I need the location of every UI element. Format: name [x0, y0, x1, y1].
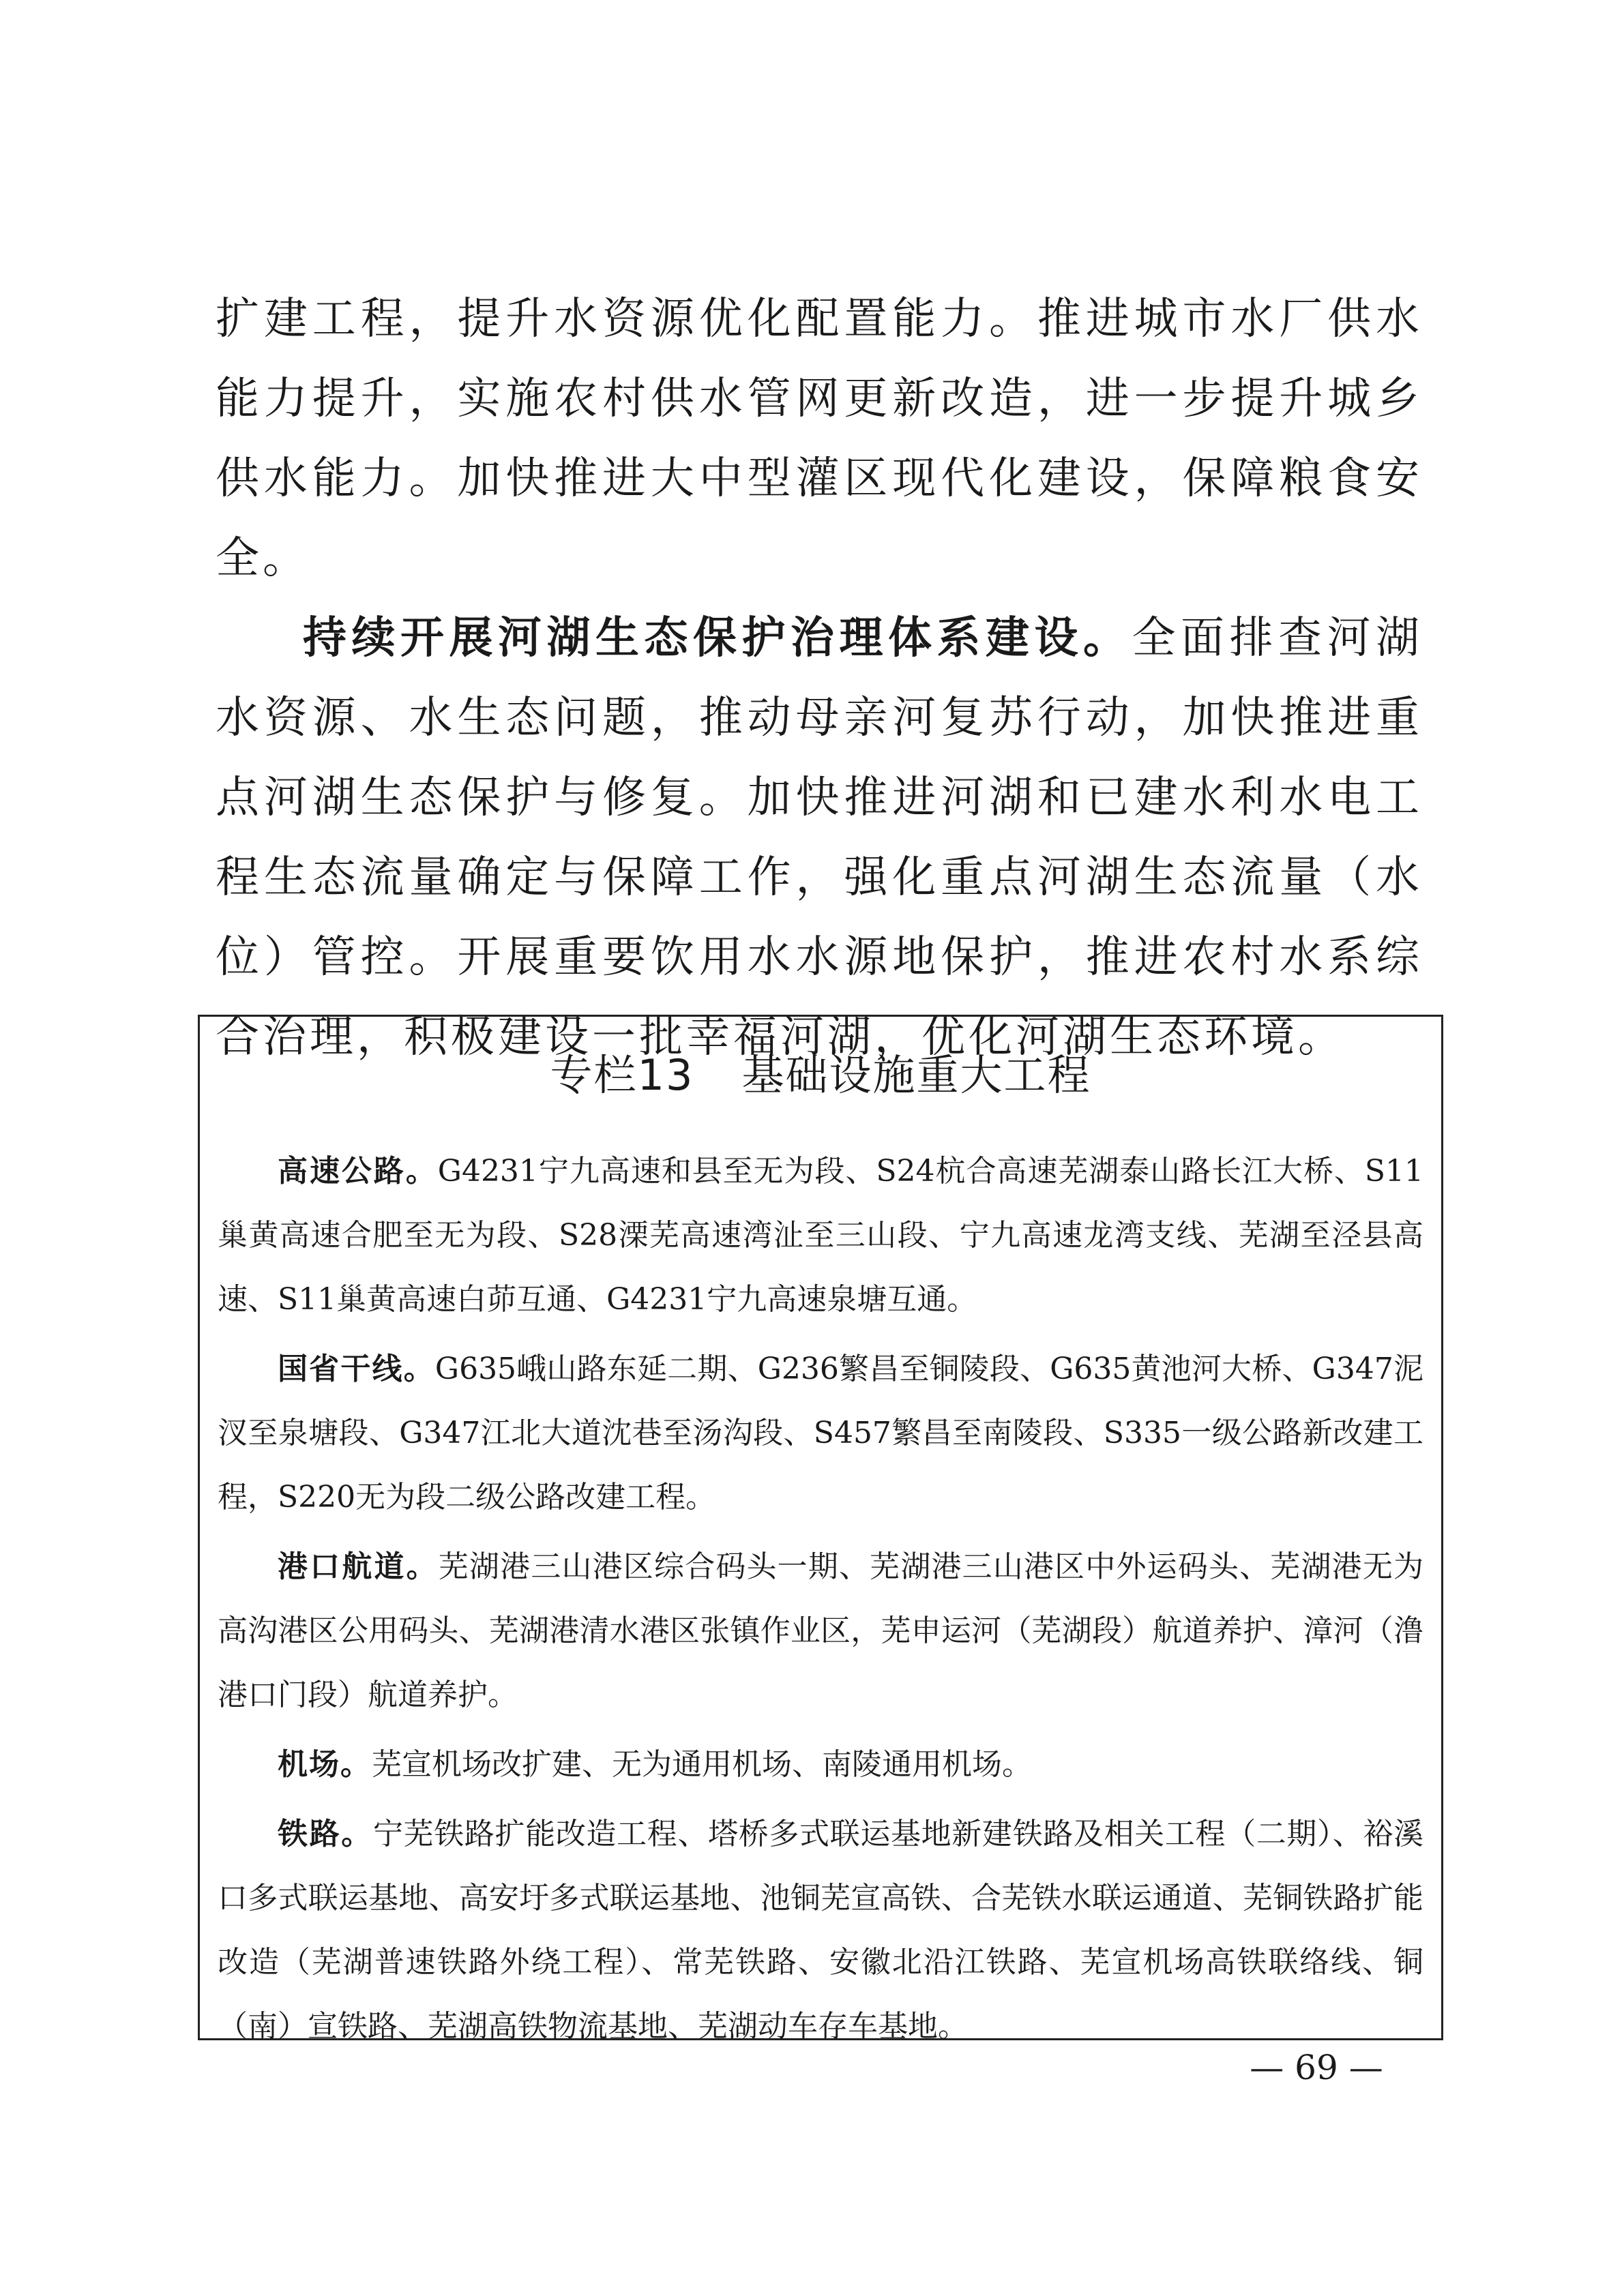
item-label: 铁路。 — [278, 1817, 373, 1851]
item-text: 芜宣机场改扩建、无为通用机场、南陵通用机场。 — [372, 1747, 1032, 1782]
item-airports — [218, 1733, 1423, 1797]
item-text: G635峨山路东延二期、G236繁昌至铜陵段、G635黄池河大桥、G347泥汊至泉塘段、G347江北大道沈巷至汤沟段、S457繁昌至南陵段、S335一级公路新改建工程，S220无为段二级公路改建工程。 — [218, 1352, 1424, 1515]
paragraph-body: 全面排查河湖水资源、水生态问题，推动母亲河复苏行动，加快推进重点河湖生态保护与修复。加快推进河湖和已建水利水电工程生态流量确定与保障工作，强化重点河湖生态流量（水位）管控。开展重要饮用水水源地保护，推进农村水系综合治理，积极建设一批幸福河湖，优化河湖生态环境。 — [216, 613, 1423, 1062]
column-box-body — [218, 1139, 1423, 2064]
item-text: G4231宁九高速和县至无为段、S24杭合高速芜湖泰山路长江大桥、S11巢黄高速合肥至无为段、S28溧芜高速湾沚至三山段、宁九高速龙湾支线、芜湖至泾县高速、S11巢黄高速白茆互通、G4231宁九高速泉塘互通。 — [218, 1154, 1424, 1317]
column-number: 专栏13 — [550, 1050, 694, 1100]
paragraph-water-supply: 扩建工程，提升水资源优化配置能力。推进城市水厂供水能力提升，实施农村供水管网更新改造，进一步提升城乡供水能力。加快推进大中型灌区现代化建设，保障粮食安全。 — [216, 294, 1423, 584]
item-label: 机场。 — [278, 1747, 372, 1782]
item-text: 宁芜铁路扩能改造工程、塔桥多式联运基地新建铁路及相关工程（二期）、裕溪口多式联运基地、高安圩多式联运基地、池铜芜宣高铁、合芜铁水联运通道、芜铜铁路扩能改造（芜湖普速铁路外绕工程）、常芜铁路、安徽北沿江铁路、芜宣机场高铁联络线、铜（南）宣铁路、芜湖高铁物流基地、芜湖动车存车基地。 — [218, 1817, 1424, 2044]
column-title-text: 基础设施重大工程 — [741, 1050, 1091, 1100]
item-ports-waterways — [218, 1535, 1423, 1727]
item-trunk-roads — [218, 1337, 1423, 1530]
paragraph-river-ecology — [216, 599, 1423, 1077]
page-number: — 69 — — [1250, 2048, 1383, 2087]
item-label: 国省干线。 — [278, 1352, 435, 1386]
item-text: 芜湖港三山港区综合码头一期、芜湖港三山港区中外运码头、芜湖港无为高沟港区公用码头、芜湖港清水港区张镇作业区，芜申运河（芜湖段）航道养护、漳河（澛港口门段）航道养护。 — [218, 1549, 1424, 1712]
column-box-title — [200, 1048, 1441, 1103]
item-label: 港口航道。 — [278, 1549, 439, 1584]
paragraph-lead-heading: 持续开展河湖生态保护治理体系建设。 — [303, 613, 1132, 664]
item-label: 高速公路。 — [278, 1154, 438, 1189]
item-railways — [218, 1802, 1423, 2059]
body-text — [216, 280, 1423, 1077]
column-box-infrastructure — [198, 1015, 1443, 2044]
item-expressway — [218, 1139, 1423, 1332]
